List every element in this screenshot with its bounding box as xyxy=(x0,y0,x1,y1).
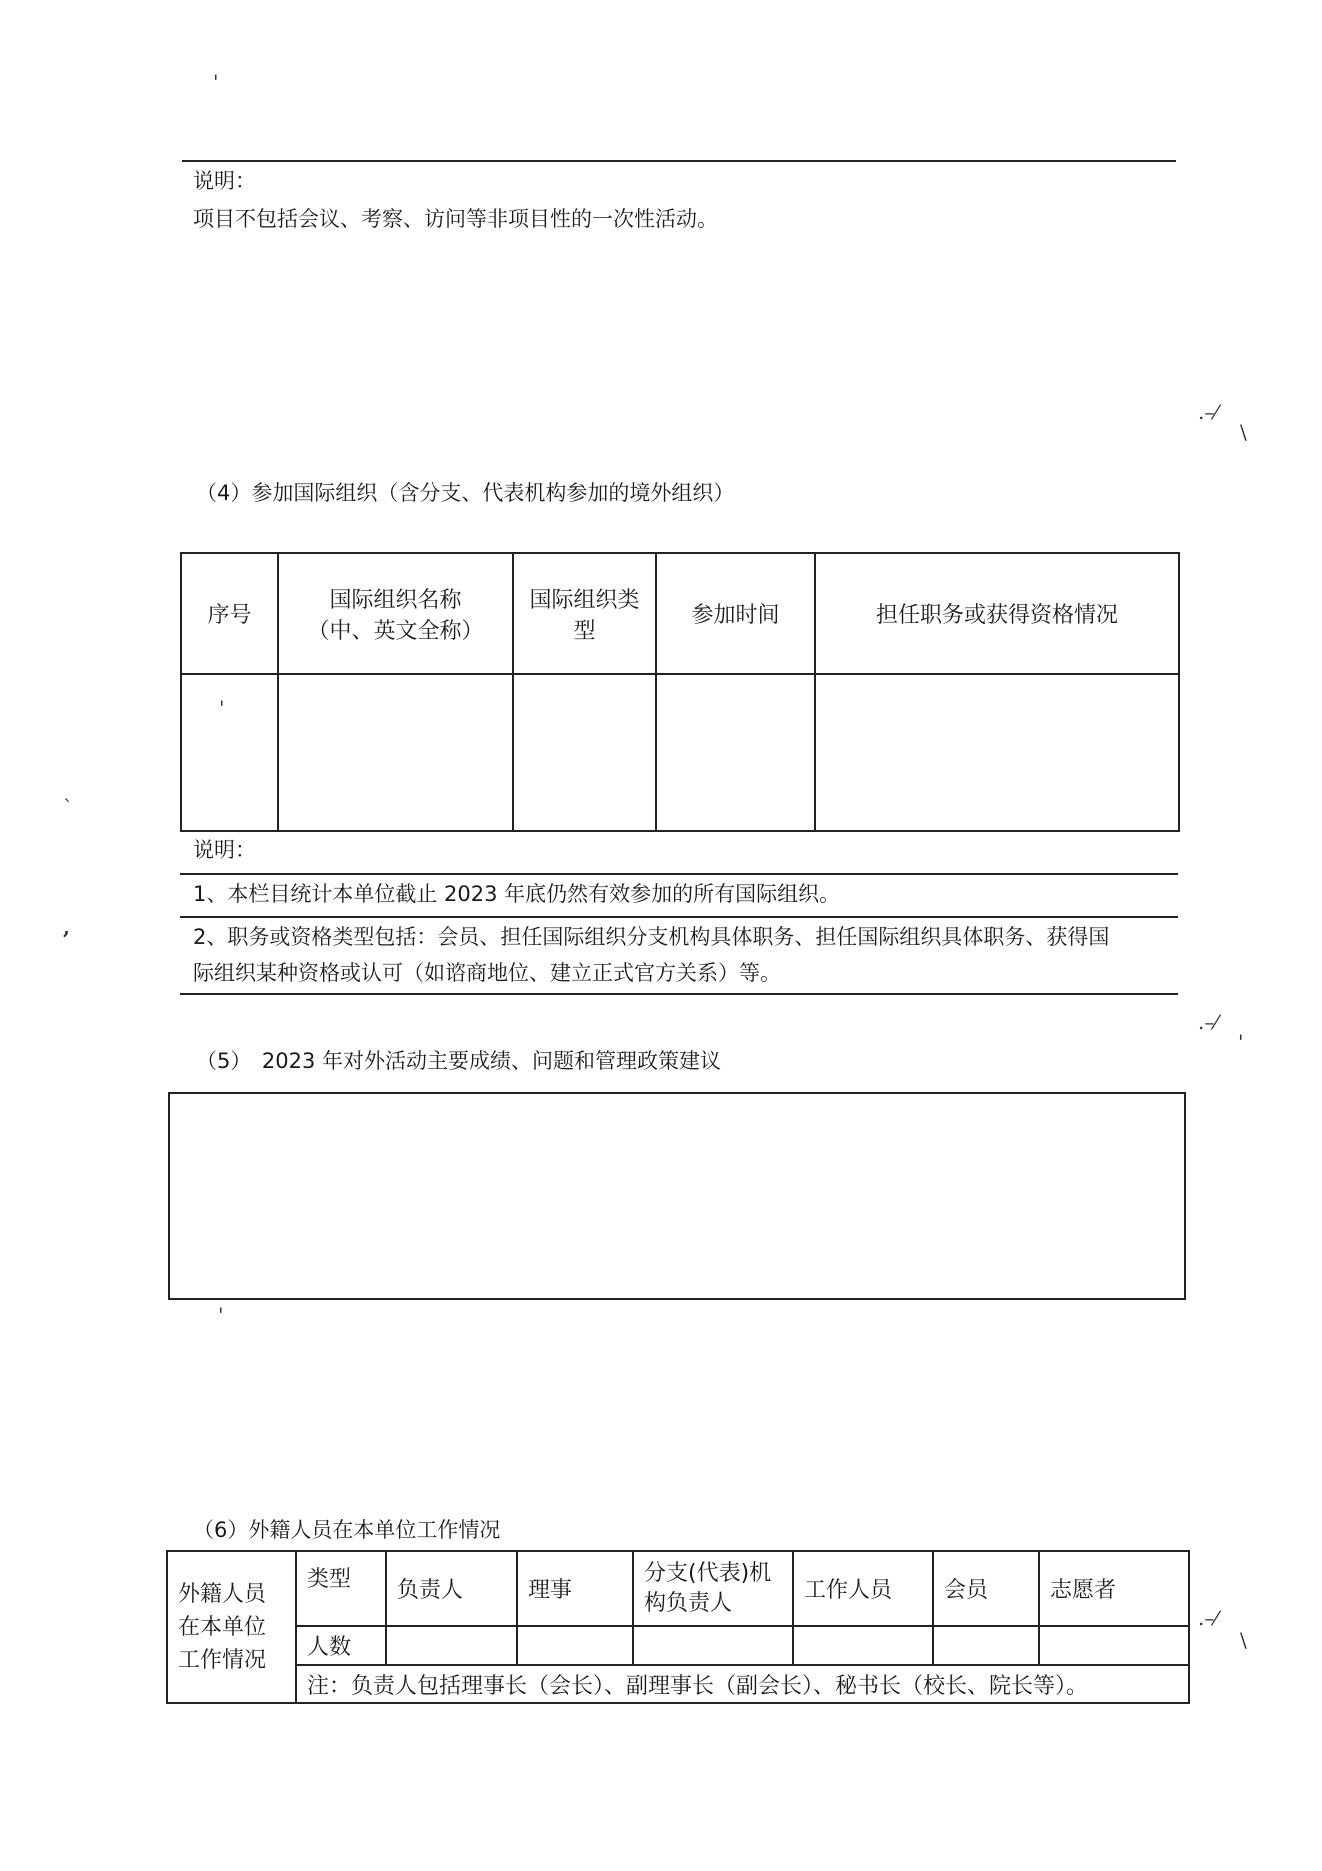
scan-mark: .–⁄ xyxy=(1198,1606,1218,1630)
count-branch-head[interactable] xyxy=(633,1626,793,1665)
cell-position[interactable] xyxy=(815,674,1179,831)
section5-title: （5） 2023 年对外活动主要成绩、问题和管理政策建议 xyxy=(196,1049,721,1073)
col-head-volunteer: 志愿者 xyxy=(1039,1551,1189,1626)
scan-mark: .–⁄ xyxy=(1198,1010,1218,1034)
scan-mark: , xyxy=(63,915,70,939)
section4-note2-line1: 2、职务或资格类型包括：会员、担任国际组织分支机构具体职务、担任国际组织具体职务、获得国 xyxy=(193,925,1110,949)
count-board-member[interactable] xyxy=(517,1626,633,1665)
count-volunteer[interactable] xyxy=(1039,1626,1189,1665)
header-join-date: 参加时间 xyxy=(656,553,815,674)
note-rule-2 xyxy=(180,916,1178,918)
count-label: 人数 xyxy=(296,1626,386,1665)
section4-note2-line2: 际组织某种资格或认可（如谘商地位、建立正式官方关系）等。 xyxy=(193,961,781,985)
header-org-type: 国际组织类 型 xyxy=(513,553,656,674)
table-row xyxy=(181,674,1179,831)
type-label: 类型 xyxy=(296,1551,386,1626)
col-head-staff: 工作人员 xyxy=(793,1551,933,1626)
count-director[interactable] xyxy=(386,1626,517,1665)
activity-summary-box[interactable] xyxy=(168,1092,1186,1300)
count-staff[interactable] xyxy=(793,1626,933,1665)
note-rule-3 xyxy=(180,993,1178,995)
cell-join-date[interactable] xyxy=(656,674,815,831)
col-head-branch-head: 分支(代表)机 构负责人 xyxy=(633,1551,793,1626)
scan-mark: ' xyxy=(219,696,225,720)
section4-note-label: 说明： xyxy=(193,838,256,862)
header-position: 担任职务或获得资格情况 xyxy=(815,553,1179,674)
scan-mark: \ xyxy=(1240,1628,1247,1652)
col-head-member: 会员 xyxy=(933,1551,1039,1626)
cell-org-type[interactable] xyxy=(513,674,656,831)
foreign-staff-table xyxy=(166,1550,1190,1704)
top-note-label: 说明： xyxy=(193,169,256,193)
count-member[interactable] xyxy=(933,1626,1039,1665)
scan-mark: ' xyxy=(1238,1030,1244,1054)
note-rule-1 xyxy=(180,873,1178,875)
scan-mark: ' xyxy=(218,1303,224,1327)
row-header-foreign-staff: 外籍人员 在本单位 工作情况 xyxy=(167,1551,296,1703)
scan-mark: .–⁄ xyxy=(1198,400,1218,424)
header-serial-no: 序号 xyxy=(181,553,278,674)
cell-serial[interactable] xyxy=(181,674,278,831)
section4-note1: 1、本栏目统计本单位截止 2023 年底仍然有效参加的所有国际组织。 xyxy=(193,882,841,906)
scan-mark: ` xyxy=(63,795,73,819)
section4-title: （4）参加国际组织（含分支、代表机构参加的境外组织） xyxy=(196,481,735,505)
scan-mark: ' xyxy=(213,70,219,94)
section6-title: （6）外籍人员在本单位工作情况 xyxy=(193,1518,501,1542)
intl-org-table xyxy=(180,552,1180,832)
scan-mark: \ xyxy=(1240,420,1247,444)
top-note-text: 项目不包括会议、考察、访问等非项目性的一次性活动。 xyxy=(193,207,718,231)
col-head-board-member: 理事 xyxy=(517,1551,633,1626)
cell-org-name[interactable] xyxy=(278,674,513,831)
col-head-director: 负责人 xyxy=(386,1551,517,1626)
header-org-name: 国际组织名称 （中、英文全称） xyxy=(278,553,513,674)
foreign-staff-note: 注：负责人包括理事长（会长）、副理事长（副会长）、秘书长（校长、院长等）。 xyxy=(296,1665,1189,1703)
top-rule xyxy=(182,160,1176,162)
